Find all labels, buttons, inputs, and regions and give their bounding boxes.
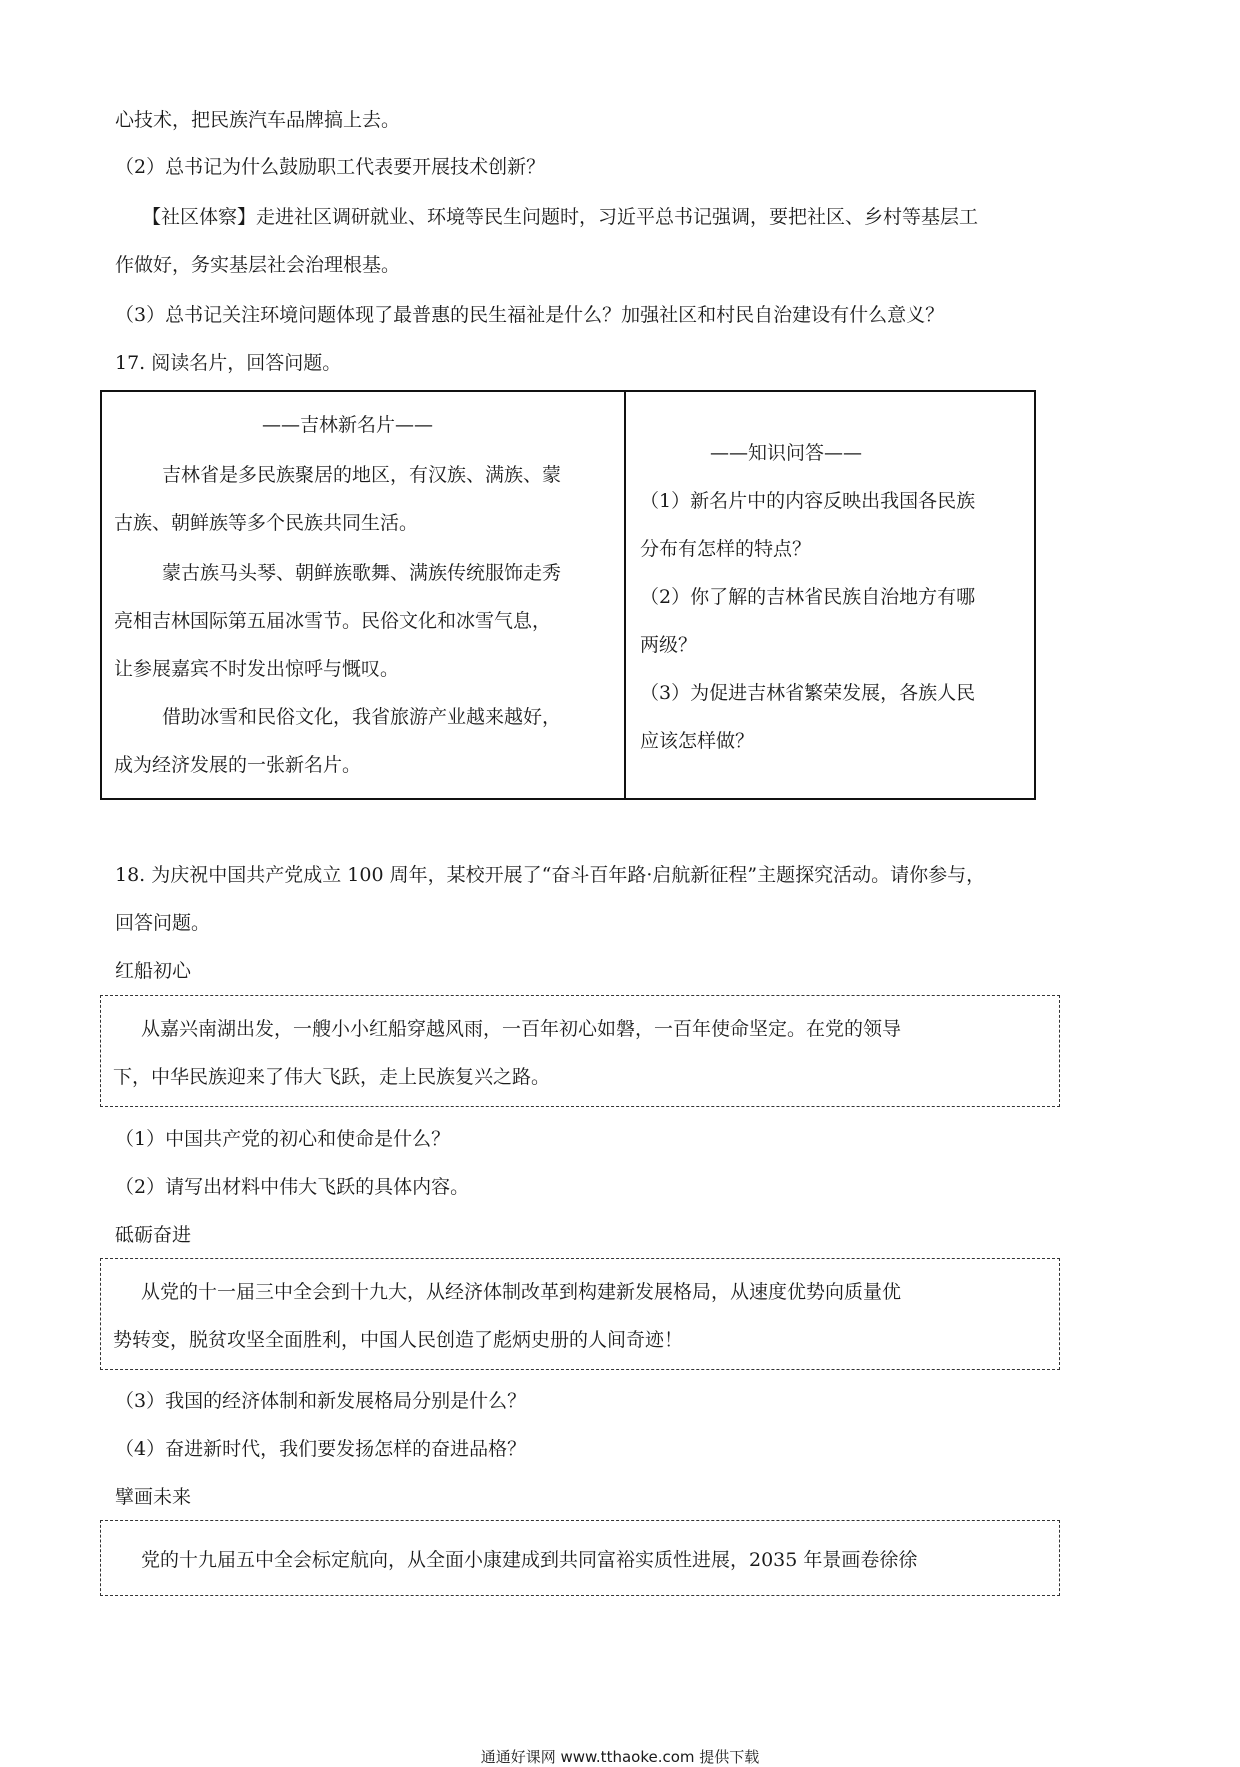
page-footer: 通通好课网 www.tthaoke.com 提供下载 xyxy=(480,1748,760,1766)
question-18-1: （1）中国共产党的初心和使命是什么？ xyxy=(115,1128,451,1150)
section-heading: 红船初心 xyxy=(115,960,192,982)
material-text: 党的十九届五中全会标定航向，从全面小康建成到共同富裕实质性进展，2035 年景画卷徐徐 xyxy=(141,1549,918,1571)
name-card-table xyxy=(100,390,1036,800)
card-left-text: 让参展嘉宾不时发出惊呼与慨叹。 xyxy=(114,658,400,680)
card-left-text: 古族、朝鲜族等多个民族共同生活。 xyxy=(114,512,419,534)
material-box-2 xyxy=(100,1258,1060,1370)
card-right-title: ——知识问答—— xyxy=(710,442,863,464)
card-left-text: 成为经济发展的一张新名片。 xyxy=(114,754,362,776)
material-text: 下，中华民族迎来了伟大飞跃，走上民族复兴之路。 xyxy=(113,1066,551,1088)
section-heading: 擘画未来 xyxy=(115,1486,192,1508)
card-left-text: 亮相吉林国际第五届冰雪节。民俗文化和冰雪气息， xyxy=(114,610,552,632)
material-box-1 xyxy=(100,995,1060,1107)
card-left-text: 蒙古族马头琴、朝鲜族歌舞、满族传统服饰走秀 xyxy=(162,562,562,584)
question-18-2: （2）请写出材料中伟大飞跃的具体内容。 xyxy=(115,1176,470,1198)
question-18-4: （4）奋进新时代，我们要发扬怎样的奋进品格？ xyxy=(115,1438,527,1460)
card-left-title: ——吉林新名片—— xyxy=(262,414,434,436)
table-divider xyxy=(624,392,626,798)
text-line: 【社区体察】走进社区调研就业、环境等民生问题时，习近平总书记强调，要把社区、乡村等基层工 xyxy=(142,206,979,228)
card-right-question: 分布有怎样的特点？ xyxy=(640,538,812,560)
text-line: 心技术，把民族汽车品牌搞上去。 xyxy=(115,109,401,131)
material-text: 从党的十一届三中全会到十九大，从经济体制改革到构建新发展格局，从速度优势向质量优 xyxy=(141,1281,902,1303)
material-text: 从嘉兴南湖出发，一艘小小红船穿越风雨，一百年初心如磐，一百年使命坚定。在党的领导 xyxy=(141,1018,902,1040)
question-18-3: （3）我国的经济体制和新发展格局分别是什么？ xyxy=(115,1390,527,1412)
card-right-question: （3）为促进吉林省繁荣发展，各族人民 xyxy=(640,682,976,704)
card-left-text: 吉林省是多民族聚居的地区，有汉族、满族、蒙 xyxy=(162,464,562,486)
material-text: 势转变，脱贫攻坚全面胜利，中国人民创造了彪炳史册的人间奇迹！ xyxy=(113,1329,684,1351)
question-16-2: （2）总书记为什么鼓励职工代表要开展技术创新？ xyxy=(115,156,546,178)
text-line: 作做好，务实基层社会治理根基。 xyxy=(115,254,401,276)
section-heading: 砥砺奋进 xyxy=(115,1224,192,1246)
card-right-question: （2）你了解的吉林省民族自治地方有哪 xyxy=(640,586,976,608)
question-18-intro: 回答问题。 xyxy=(115,912,211,934)
card-right-question: 两级？ xyxy=(640,634,698,656)
card-right-question: 应该怎样做？ xyxy=(640,730,755,752)
material-box-3 xyxy=(100,1520,1060,1596)
card-right-question: （1）新名片中的内容反映出我国各民族 xyxy=(640,490,976,512)
question-17-heading: 17. 阅读名片，回答问题。 xyxy=(115,352,342,374)
card-left-text: 借助冰雪和民俗文化，我省旅游产业越来越好， xyxy=(162,706,562,728)
question-18-intro: 18. 为庆祝中国共产党成立 100 周年，某校开展了“奋斗百年路·启航新征程”主题探究活动。请你参与， xyxy=(115,864,986,886)
question-16-3: （3）总书记关注环境问题体现了最普惠的民生福祉是什么？加强社区和村民自治建设有什么意义？ xyxy=(115,304,945,326)
